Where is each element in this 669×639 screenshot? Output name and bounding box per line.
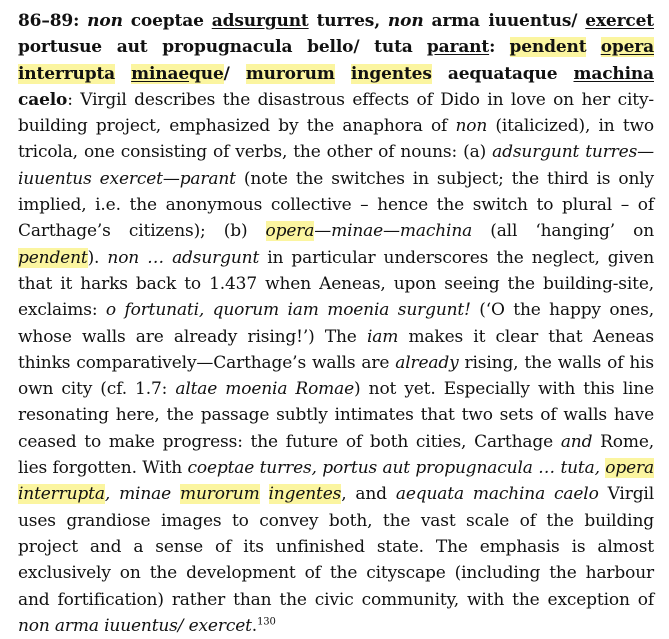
italic-quote: and [560,431,593,452]
body-text: in particular underscores the neglect, given that it harks back to 1.437 when Aeneas, upon seeing the building-site, exclaims: [18,247,654,321]
highlighted-word: opera [605,458,654,479]
body-text: (note the switches in subject; the third is only implied, i.e. the anonymous collective – hence the switch to plural – of Carthage’s citizens); (b) [18,168,654,242]
lemma-line-ref: 86–89 [18,11,74,31]
commentary-paragraph [18,8,654,639]
body-text: (all ‘hanging’ on [472,221,654,242]
lemma-underlined-word: adsurgunt [211,11,309,31]
italic-quote: iam [366,326,399,347]
lemma-text: turres, [316,11,380,31]
italic-quote: non arma iuuentus/ exercet [18,615,252,636]
italic-quote: , [104,484,111,505]
body-text: (italicized), in two tricola, one consisting of verbs, the other of nouns: (a) [18,116,654,163]
commentary-page [18,8,654,639]
highlighted-word: ingentes [350,63,432,84]
lemma-text: coeptae [130,11,204,31]
lemma-anaphora: non [87,11,123,31]
body-text: . [251,615,258,636]
italic-quote: altae moenia Romae [175,379,355,400]
highlighted-word: opera [265,221,315,242]
italic-quote: —minae—machina [314,221,473,242]
italic-quote: minae [119,484,172,505]
italic-quote: o fortunati, quorum iam moenia surgunt! [105,300,471,321]
lemma-text: aequataque [447,63,558,84]
lemma-underlined-word: parant [426,37,490,58]
body-text: ) not yet. Especially with this line resonating here, the passage subtly intimates that two sets of walls have ceased to make progress: the future of both cities, Carthage [18,379,654,452]
highlighted-underlined-word: minae [131,63,190,84]
body-text: (‘O the happy ones, whose walls are already rising!’) The [18,300,654,347]
lemma-underlined-word: machina [573,63,654,84]
italic-quote: aequata machina caelo [395,484,599,505]
italic-quote: non [455,116,488,137]
body-text: Virgil uses grandiose images to convey both, the vast scale of the building project and a sense of its unfinished state. The emphasis is almost exclusively on the development of the cityscape (including the harbour and fortification) rather than the civic community, with the exception of [18,484,654,610]
highlighted-word: interrupta [18,484,105,505]
lemma-underlined-word: exercet [585,11,654,31]
highlighted-word: interrupta [18,63,116,84]
highlighted-word: pendent [509,37,587,58]
body-text: rising, the walls of his own city (cf. 1.7: [18,352,655,400]
italic-quote: non … adsurgunt [107,247,260,268]
highlighted-word: murorum [179,484,260,505]
body-text: makes it clear that Aeneas thinks comparatively—Carthage’s walls are [18,326,654,373]
lemma-text: arma iuuentus/ [431,11,578,31]
footnote-reference[interactable]: 130 [257,616,276,628]
lemma-text: portusue aut propugnacula bello/ tuta [18,37,413,58]
italic-quote: coeptae turres, portus aut propugnacula … tuta, [187,458,600,479]
lemma-text: / [223,63,230,84]
highlighted-word: que [189,63,224,84]
italic-quote: adsurgunt turres—iuuentus exercet—parant [18,142,654,189]
body-text: ). [87,247,108,268]
highlighted-word: murorum [245,63,335,84]
highlighted-underlined-word: opera [600,37,654,58]
lemma-text: : [73,11,80,31]
body-text: Rome, lies forgotten. With [18,431,655,479]
lemma-anaphora: non [387,11,424,31]
italic-quote: already [395,352,459,373]
lemma-text: : [489,37,496,58]
highlighted-word: pendent [18,247,88,268]
highlighted-word: ingentes [268,484,342,505]
lemma-text: caelo [18,89,68,110]
body-text: : Virgil describes the disastrous effects of Dido in love on her city-building project, emphasized by the anaphora of [18,89,654,137]
body-text: , and [341,484,396,505]
